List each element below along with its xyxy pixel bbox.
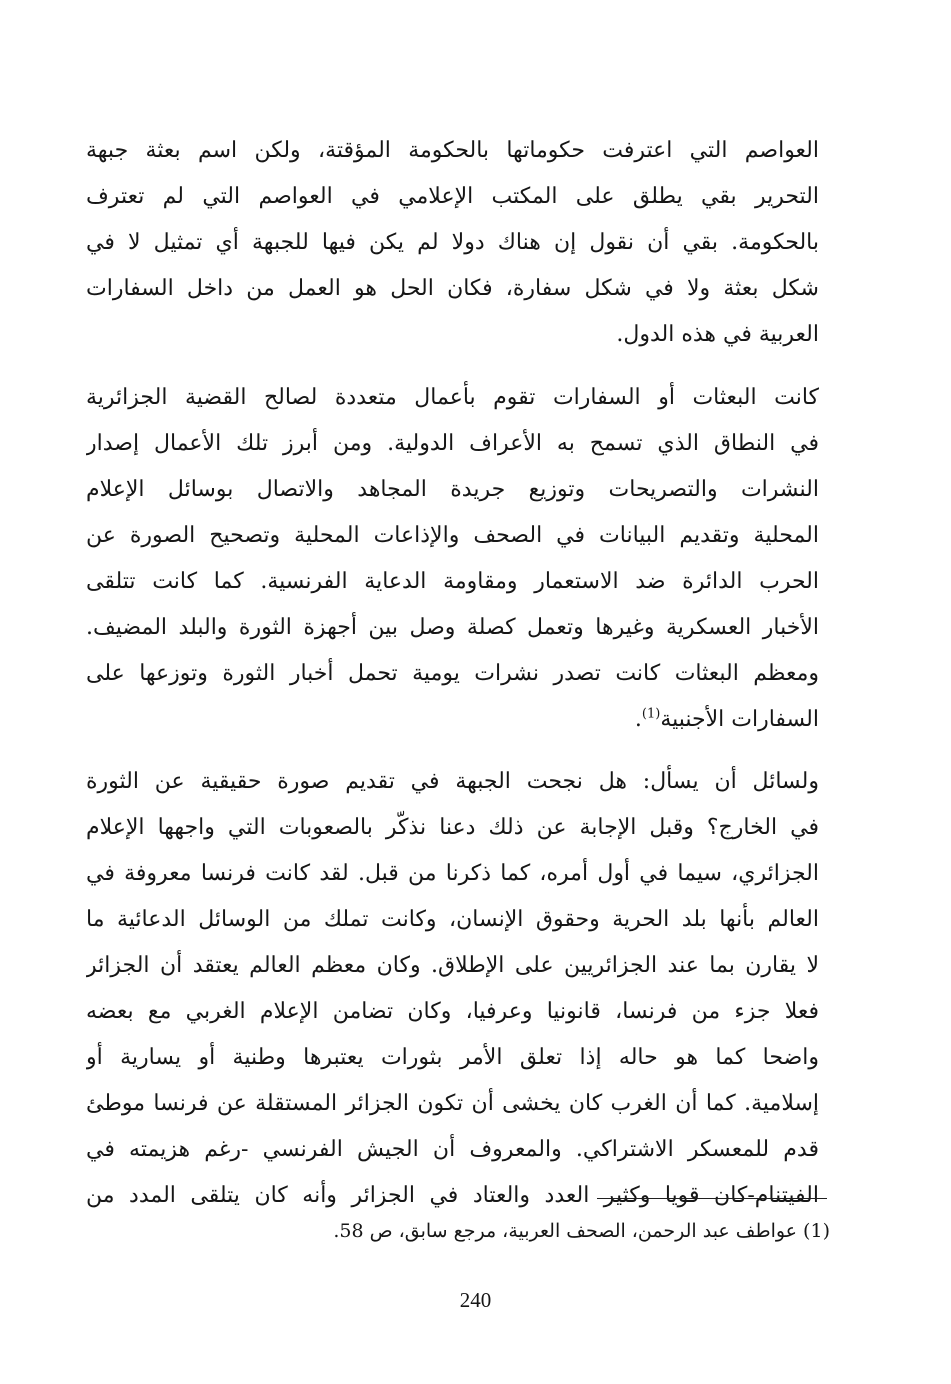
text-line: فعلا جزء من فرنسا، قانونيا وعرفيا، وكان تضامن الإعلام الغربي مع بعضه <box>86 999 819 1024</box>
text-line-with-footnote-ref <box>86 697 819 743</box>
text-line: كانت البعثات أو السفارات تقوم بأعمال متعددة لصالح القضية الجزائرية <box>86 385 819 410</box>
text-line: العربية في هذه الدول. <box>616 322 819 347</box>
text-line: الجزائري، سيما في أول أمره، كما ذكرنا من قبل. لقد كانت فرنسا معروفة في <box>86 861 819 886</box>
text-line: شكل بعثة ولا في شكل سفارة، فكان الحل هو العمل من داخل السفارات <box>86 276 819 301</box>
footnote: (1) عواطف عبد الرحمن، الصحف العربية، مرجع سابق، ص 58. <box>333 1220 830 1242</box>
text-line: ولسائل أن يسأل: هل نجحت الجبهة في تقديم صورة حقيقية عن الثورة <box>86 769 819 794</box>
text-line: في النطاق الذي تسمح به الأعراف الدولية. ومن أبرز تلك الأعمال إصدار <box>86 431 819 456</box>
text-fragment: السفارات الأجنبية <box>660 707 819 732</box>
paragraph-1 <box>86 128 819 358</box>
text-line: الفيتنام-كان قويا وكثير العدد والعتاد في الجزائر وأنه كان يتلقى المدد من <box>86 1183 819 1208</box>
text-line: المحلية وتقديم البيانات في الصحف والإذاعات المحلية وتصحيح الصورة عن <box>86 523 819 548</box>
text-line: العواصم التي اعترفت حكوماتها بالحكومة المؤقتة، ولكن اسم بعثة جبهة <box>86 138 819 163</box>
text-line: في الخارج؟ وقبل الإجابة عن ذلك دعنا نذكّر بالصعوبات التي واجهها الإعلام <box>86 815 819 840</box>
footnote-divider <box>597 1198 827 1199</box>
text-line: الأخبار العسكرية وغيرها وتعمل كصلة وصل بين أجهزة الثورة والبلد المضيف. <box>86 615 819 640</box>
text-fragment: . <box>634 707 642 732</box>
text-line: التحرير بقي يطلق على المكتب الإعلامي في العواصم التي لم تعترف <box>86 184 819 209</box>
text-line: ومعظم البعثات كانت تصدر نشرات يومية تحمل أخبار الثورة وتوزعها على <box>86 661 819 686</box>
text-line: لا يقارن بما عند الجزائريين على الإطلاق. وكان معظم العالم يعتقد أن الجزائر <box>86 953 819 978</box>
text-line: واضحا كما هو حاله إذا تعلق الأمر بثورات يعتبرها وطنية أو يسارية أو <box>86 1045 819 1070</box>
footnote-reference: (1) <box>641 706 661 722</box>
text-line: بالحكومة. بقي أن نقول إن هناك دولا لم يكن فيها للجبهة أي تمثيل لا في <box>86 230 819 255</box>
text-line: إسلامية. كما أن الغرب كان يخشى أن تكون الجزائر المستقلة عن فرنسا موطئ <box>86 1091 819 1116</box>
text-line: الحرب الدائرة ضد الاستعمار ومقاومة الدعاية الفرنسية. كما كانت تتلقى <box>86 569 819 594</box>
paragraph-2 <box>86 375 819 743</box>
text-line: قدم للمعسكر الاشتراكي. والمعروف أن الجيش الفرنسي -رغم هزيمته في <box>86 1137 819 1162</box>
text-line: العالم بأنها بلد الحرية وحقوق الإنسان، وكانت تملك من الوسائل الدعائية ما <box>86 907 819 932</box>
page-number: 240 <box>459 1288 492 1312</box>
paragraph-3 <box>86 759 819 1219</box>
text-line: النشرات والتصريحات وتوزيع جريدة المجاهد والاتصال بوسائل الإعلام <box>86 477 819 502</box>
